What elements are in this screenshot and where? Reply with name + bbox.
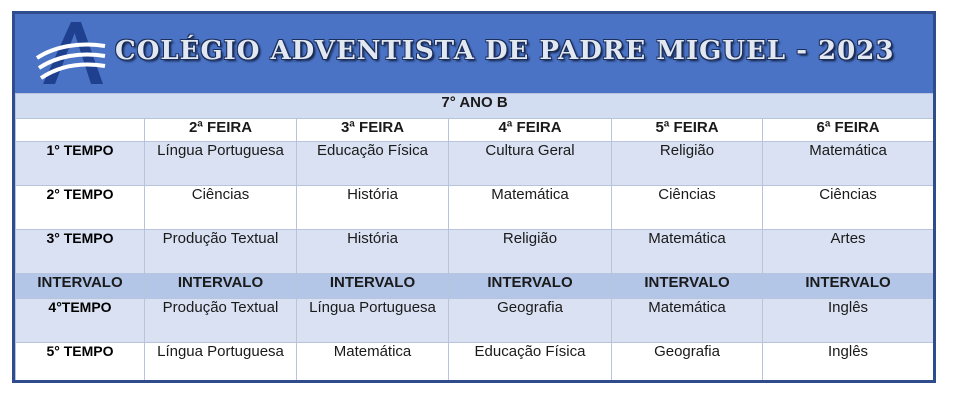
subject-cell: Cultura Geral bbox=[449, 142, 612, 186]
day-header: 3ª FEIRA bbox=[297, 119, 449, 142]
subject-cell: Matemática bbox=[297, 343, 449, 384]
schedule-frame bbox=[12, 11, 936, 383]
period-row bbox=[16, 142, 934, 186]
interval-cell: INTERVALO bbox=[612, 274, 763, 299]
subject-cell: Ciências bbox=[145, 186, 297, 230]
period-row bbox=[16, 343, 934, 384]
subject-cell: Língua Portuguesa bbox=[145, 343, 297, 384]
interval-cell: INTERVALO bbox=[763, 274, 934, 299]
subject-cell: Educação Física bbox=[449, 343, 612, 384]
subject-cell: Educação Física bbox=[297, 142, 449, 186]
subject-cell: Ciências bbox=[763, 186, 934, 230]
day-header: 4ª FEIRA bbox=[449, 119, 612, 142]
period-row bbox=[16, 186, 934, 230]
subject-cell: Língua Portuguesa bbox=[145, 142, 297, 186]
subject-cell: Religião bbox=[612, 142, 763, 186]
period-label: 1° TEMPO bbox=[16, 142, 145, 186]
subject-cell: Religião bbox=[449, 230, 612, 274]
class-schedule-table bbox=[15, 93, 934, 383]
subject-cell: História bbox=[297, 230, 449, 274]
class-name: 7° ANO B bbox=[16, 94, 934, 119]
day-header: 5ª FEIRA bbox=[612, 119, 763, 142]
day-header: 6ª FEIRA bbox=[763, 119, 934, 142]
subject-cell: Matemática bbox=[763, 142, 934, 186]
subject-cell: Ciências bbox=[612, 186, 763, 230]
subject-cell: Produção Textual bbox=[145, 230, 297, 274]
school-header bbox=[15, 14, 933, 93]
interval-cell: INTERVALO bbox=[297, 274, 449, 299]
period-label: 2° TEMPO bbox=[16, 186, 145, 230]
period-label: 4°TEMPO bbox=[16, 299, 145, 343]
subject-cell: Artes bbox=[763, 230, 934, 274]
interval-cell: INTERVALO bbox=[449, 274, 612, 299]
adventist-a-logo-icon bbox=[35, 20, 107, 86]
class-name-row bbox=[16, 94, 934, 119]
period-label: 3° TEMPO bbox=[16, 230, 145, 274]
subject-cell: Geografia bbox=[612, 343, 763, 384]
period-label: 5° TEMPO bbox=[16, 343, 145, 384]
interval-cell: INTERVALO bbox=[145, 274, 297, 299]
subject-cell: Língua Portuguesa bbox=[297, 299, 449, 343]
subject-cell: Produção Textual bbox=[145, 299, 297, 343]
interval-label: INTERVALO bbox=[16, 274, 145, 299]
school-title: COLÉGIO ADVENTISTA DE PADRE MIGUEL - 2023 bbox=[115, 36, 895, 66]
subject-cell: História bbox=[297, 186, 449, 230]
corner-cell bbox=[16, 119, 145, 142]
interval-row bbox=[16, 274, 934, 299]
period-row bbox=[16, 299, 934, 343]
day-header-row bbox=[16, 119, 934, 142]
subject-cell: Matemática bbox=[612, 230, 763, 274]
subject-cell: Matemática bbox=[612, 299, 763, 343]
subject-cell: Inglês bbox=[763, 299, 934, 343]
period-row bbox=[16, 230, 934, 274]
day-header: 2ª FEIRA bbox=[145, 119, 297, 142]
subject-cell: Geografia bbox=[449, 299, 612, 343]
subject-cell: Inglês bbox=[763, 343, 934, 384]
subject-cell: Matemática bbox=[449, 186, 612, 230]
